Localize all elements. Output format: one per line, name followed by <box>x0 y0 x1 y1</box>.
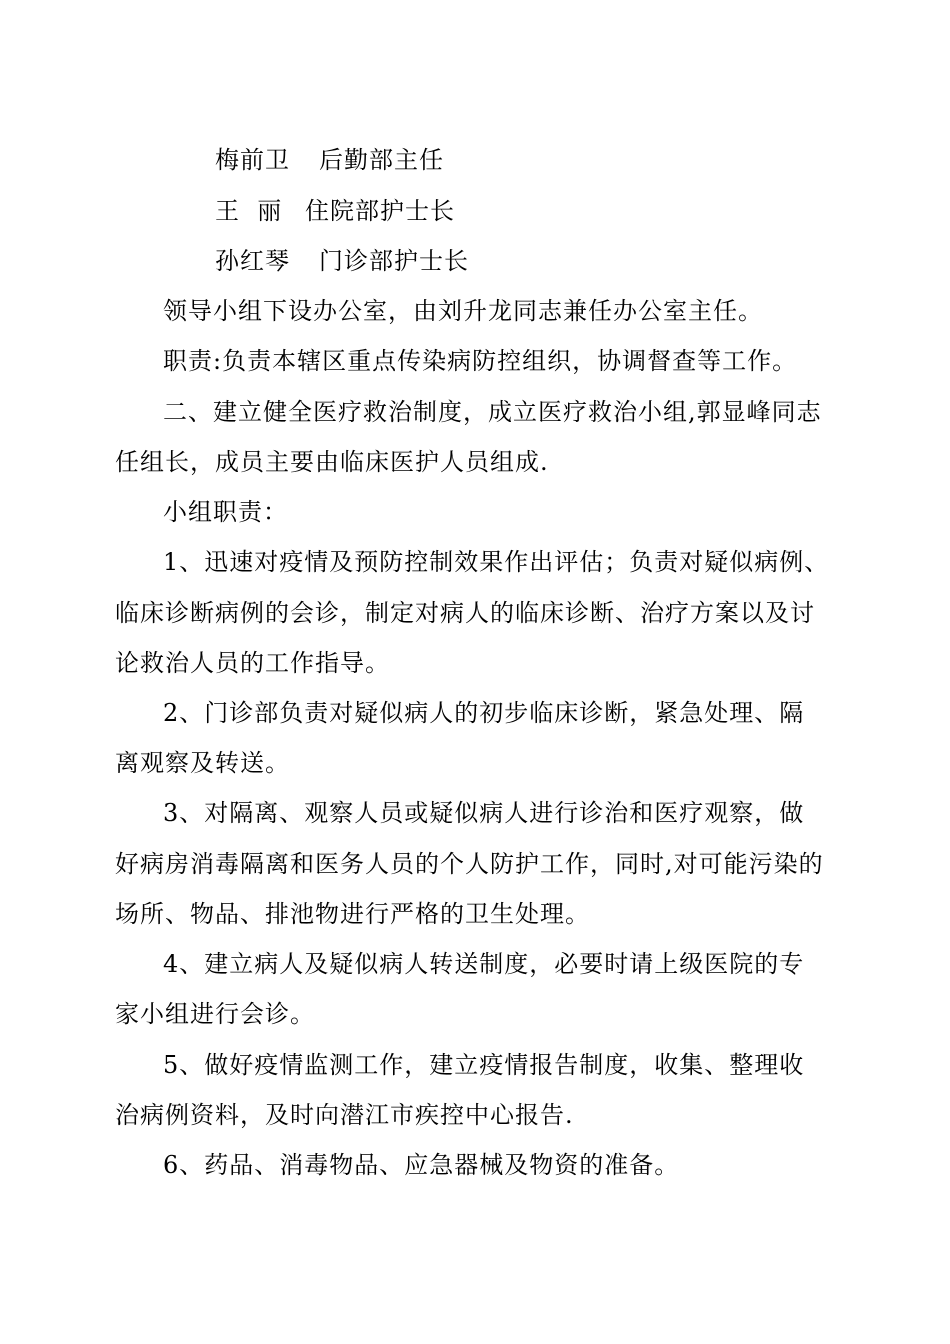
paragraph-duty: 职责:负责本辖区重点传染病防控组织，协调督查等工作。 <box>163 347 798 375</box>
member-name: 孙红琴 <box>215 247 290 275</box>
item-3-line-1: 3、对隔离、观察人员或疑似病人进行诊治和医疗观察，做 <box>163 799 805 827</box>
member-name: 梅前卫 <box>215 146 290 174</box>
item-1-line-2: 临床诊断病例的会诊，制定对病人的临床诊断、治疗方案以及讨 <box>115 599 815 627</box>
item-1-line-1: 1、迅速对疫情及预防控制效果作出评估；负责对疑似病例、 <box>163 548 830 576</box>
section-2-line-1: 二、建立健全医疗救治制度，成立医疗救治小组,郭显峰同志 <box>163 398 822 426</box>
item-4-line-2: 家小组进行会诊。 <box>115 1000 315 1028</box>
group-duty-heading: 小组职责： <box>163 498 288 526</box>
member-role: 住院部护士长 <box>305 197 455 225</box>
item-5-line-2: 治病例资料，及时向潜江市疾控中心报告. <box>115 1101 574 1129</box>
member-name: 王 丽 <box>215 197 283 225</box>
item-5-line-1: 5、做好疫情监测工作，建立疫情报告制度，收集、整理收 <box>163 1051 805 1079</box>
member-role: 门诊部护士长 <box>319 247 469 275</box>
item-1-line-3: 论救治人员的工作指导。 <box>115 649 390 677</box>
item-6-line-1: 6、药品、消毒物品、应急器械及物资的准备。 <box>163 1151 680 1179</box>
item-2-line-2: 离观察及转送。 <box>115 749 290 777</box>
item-3-line-3: 场所、物品、排池物进行严格的卫生处理。 <box>115 900 590 928</box>
paragraph-office: 领导小组下设办公室，由刘升龙同志兼任办公室主任。 <box>163 297 763 325</box>
item-4-line-1: 4、建立病人及疑似病人转送制度，必要时请上级医院的专 <box>163 950 805 978</box>
section-2-line-2: 任组长，成员主要由临床医护人员组成. <box>115 448 549 476</box>
member-row <box>215 245 469 277</box>
item-3-line-2: 好病房消毒隔离和医务人员的个人防护工作，同时,对可能污染的 <box>115 850 824 878</box>
member-row <box>215 195 455 227</box>
member-role: 后勤部主任 <box>319 146 444 174</box>
item-2-line-1: 2、门诊部负责对疑似病人的初步临床诊断，紧急处理、隔 <box>163 699 805 727</box>
member-row <box>215 144 444 176</box>
